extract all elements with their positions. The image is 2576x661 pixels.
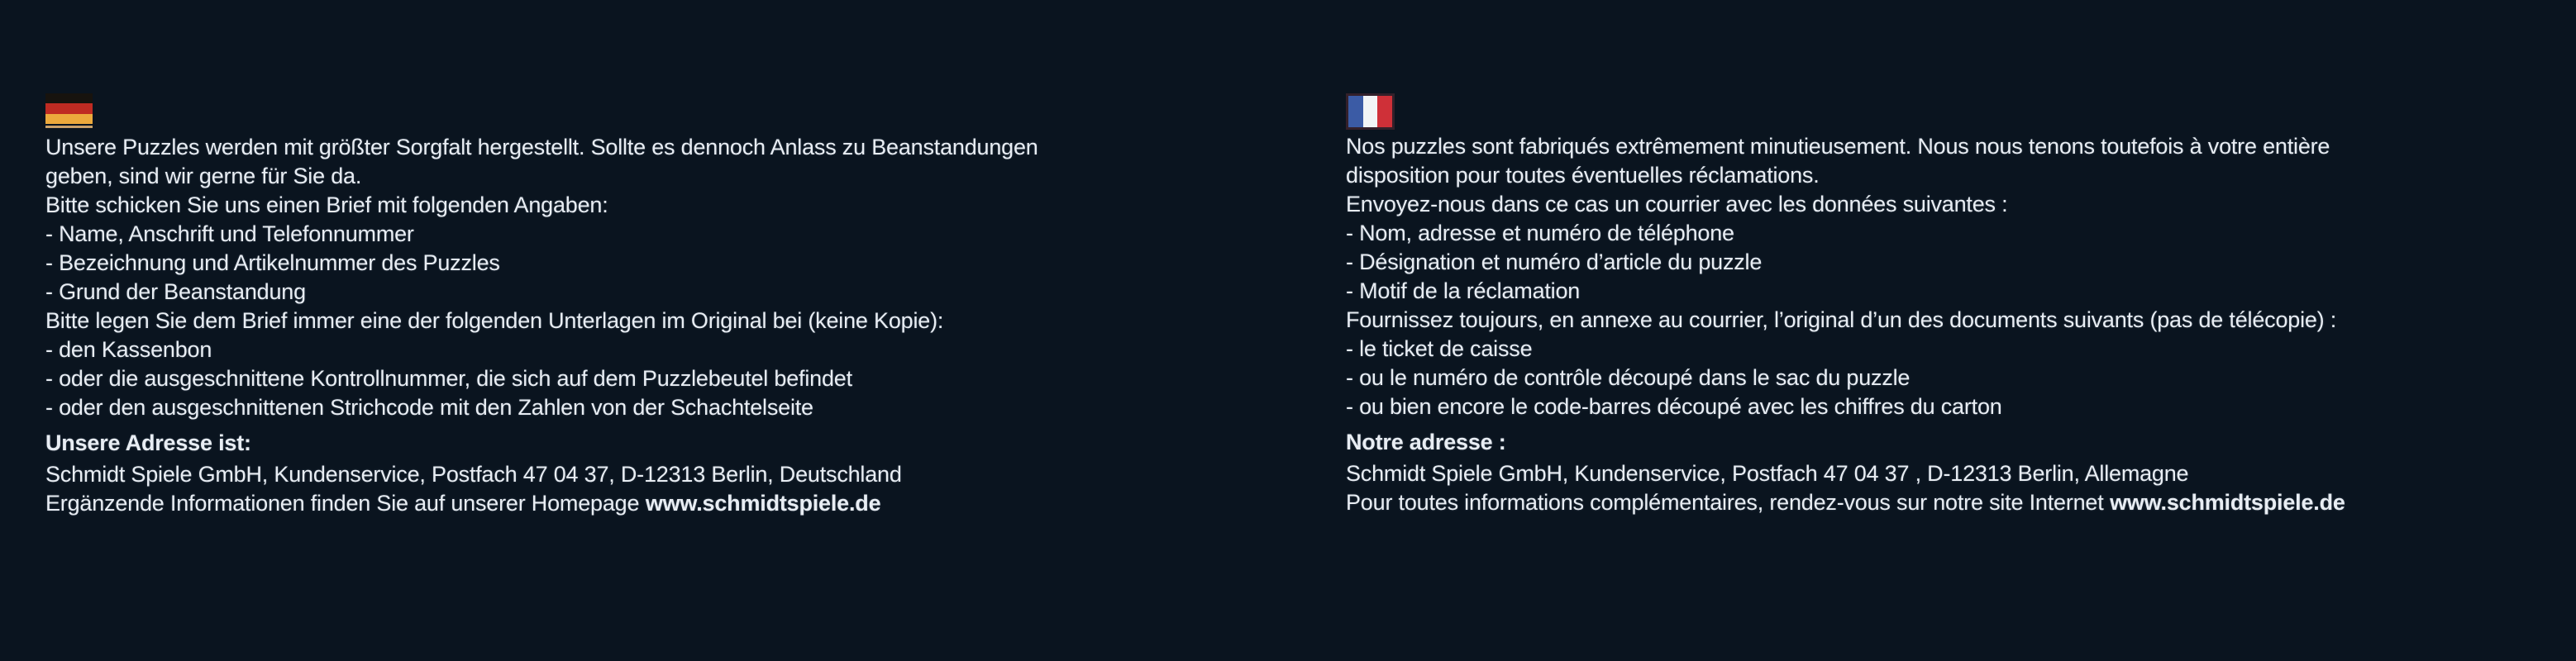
german-intro-line: geben, sind wir gerne für Sie da. [45, 164, 362, 188]
german-intro-line: - Grund der Beanstandung [45, 279, 306, 304]
german-address-heading: Unsere Adresse ist: [45, 430, 251, 455]
german-intro-line: - Name, Anschrift und Telefonnummer [45, 221, 414, 246]
french-section [1346, 93, 2553, 517]
france-flag-icon [1346, 93, 1395, 130]
german-section [45, 93, 1269, 518]
french-intro-line: - Motif de la réclamation [1346, 278, 1581, 303]
french-intro-line: - Nom, adresse et numéro de téléphone [1346, 221, 1734, 245]
french-intro-line: Nos puzzles sont fabriqués extrêmement minutieusement. Nous nous tenons toutefois à votre entière [1346, 134, 2330, 159]
france-flag-white-stripe [1363, 96, 1378, 127]
french-intro-line: - Désignation et numéro d’article du puzzle [1346, 250, 1763, 274]
german-intro-line: Bitte schicken Sie uns einen Brief mit folgenden Angaben: [45, 193, 608, 217]
german-homepage-url: www.schmidtspiele.de [645, 491, 881, 516]
germany-flag-base-line [45, 126, 93, 128]
french-intro-line: - ou bien encore le code-barres découpé avec les chiffres du carton [1346, 394, 2002, 419]
french-intro-line: disposition pour toutes éventuelles réclamations. [1346, 163, 1820, 188]
france-flag-red-stripe [1377, 96, 1392, 127]
german-address-line: Schmidt Spiele GmbH, Kundenservice, Postfach 47 04 37, D-12313 Berlin, Deutschland [45, 462, 902, 487]
german-intro-line: Unsere Puzzles werden mit größter Sorgfalt hergestellt. Sollte es dennoch Anlass zu Beanstandungen [45, 135, 1038, 159]
french-homepage-line [1346, 488, 2553, 517]
french-address-heading: Notre adresse : [1346, 430, 1506, 454]
french-homepage-url: www.schmidtspiele.de [2110, 490, 2345, 515]
german-homepage-line [45, 489, 1269, 518]
germany-flag-red-stripe [45, 103, 93, 114]
french-text-block [1346, 132, 2553, 517]
french-homepage-prefix: Pour toutes informations complémentaires, rendez-vous sur notre site Internet [1346, 490, 2104, 515]
french-address-line: Schmidt Spiele GmbH, Kundenservice, Postfach 47 04 37 , D-12313 Berlin, Allemagne [1346, 461, 2189, 486]
french-intro-line: Fournissez toujours, en annexe au courrier, l’original d’un des documents suivants (pas de télécopie) : [1346, 307, 2337, 332]
germany-flag-icon [45, 93, 93, 128]
france-flag-blue-stripe [1348, 96, 1363, 127]
german-text-block [45, 133, 1269, 518]
french-intro-line: - ou le numéro de contrôle découpé dans le sac du puzzle [1346, 365, 1911, 390]
german-intro-line: - oder den ausgeschnittenen Strichcode mit den Zahlen von der Schachtelseite [45, 395, 813, 420]
french-intro-line: - le ticket de caisse [1346, 336, 1533, 361]
german-intro-line: - oder die ausgeschnittene Kontrollnummer, die sich auf dem Puzzlebeutel befindet [45, 366, 852, 391]
germany-flag-black-stripe [45, 93, 93, 103]
german-homepage-prefix: Ergänzende Informationen finden Sie auf unserer Homepage [45, 491, 640, 516]
german-intro-line: - Bezeichnung und Artikelnummer des Puzzles [45, 250, 500, 275]
french-intro-line: Envoyez-nous dans ce cas un courrier avec les données suivantes : [1346, 192, 2008, 216]
german-intro-line: - den Kassenbon [45, 337, 212, 362]
german-intro-line: Bitte legen Sie dem Brief immer eine der folgenden Unterlagen im Original bei (keine Kopie): [45, 308, 944, 333]
germany-flag-gold-stripe [45, 114, 93, 124]
